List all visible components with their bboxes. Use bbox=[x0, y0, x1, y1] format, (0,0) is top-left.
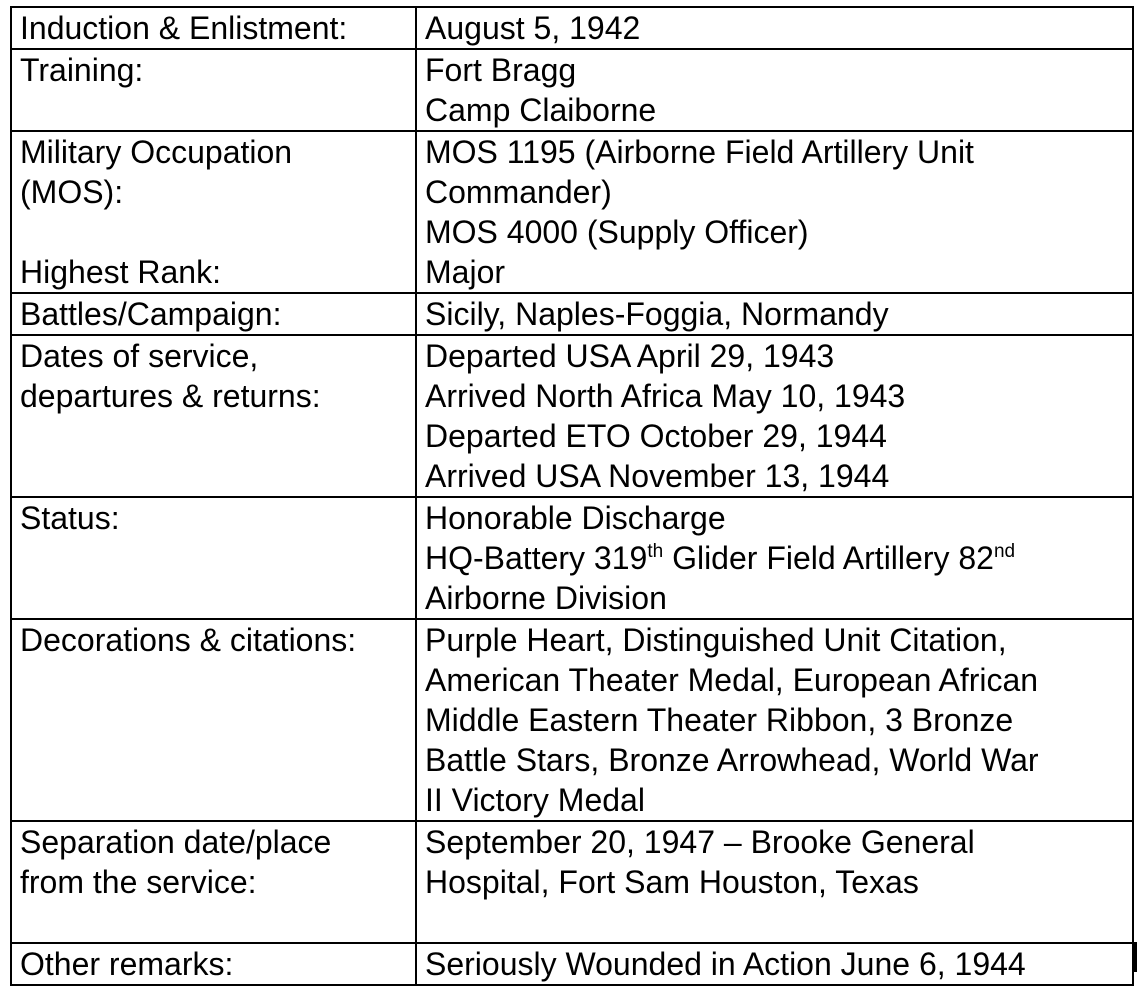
row-label-cell bbox=[11, 821, 416, 943]
row-label: (MOS): bbox=[20, 174, 124, 210]
row-label-cell bbox=[11, 49, 416, 131]
table-row bbox=[11, 131, 1133, 293]
row-value: Seriously Wounded in Action June 6, 1944 bbox=[425, 946, 1026, 982]
row-label-cell bbox=[11, 497, 416, 619]
row-label-cell bbox=[11, 943, 416, 985]
table-row bbox=[11, 7, 1133, 49]
row-value: Hospital, Fort Sam Houston, Texas bbox=[425, 864, 919, 900]
unit-line bbox=[425, 538, 1132, 578]
row-value: Sicily, Naples-Foggia, Normandy bbox=[425, 296, 889, 332]
row-label-cell bbox=[11, 7, 416, 49]
value-spacer bbox=[425, 902, 1132, 942]
row-value-cell bbox=[416, 821, 1133, 943]
table-row bbox=[11, 821, 1133, 943]
row-label-cell bbox=[11, 619, 416, 821]
row-label-cell bbox=[11, 335, 416, 497]
row-value-cell bbox=[416, 619, 1133, 821]
row-label: Training: bbox=[20, 52, 144, 88]
row-value: August 5, 1942 bbox=[425, 10, 641, 46]
row-value: Battle Stars, Bronze Arrowhead, World War bbox=[425, 742, 1039, 778]
row-value: MOS 1195 (Airborne Field Artillery Unit bbox=[425, 134, 974, 170]
row-value: Airborne Division bbox=[425, 580, 667, 616]
row-value: Major bbox=[425, 254, 506, 290]
row-value: Camp Claiborne bbox=[425, 92, 657, 128]
row-label: Other remarks: bbox=[20, 946, 234, 982]
row-label: Dates of service, bbox=[20, 338, 259, 374]
row-value: September 20, 1947 – Brooke General bbox=[425, 824, 975, 860]
row-value: Purple Heart, Distinguished Unit Citation, bbox=[425, 622, 1007, 658]
row-value-cell bbox=[416, 7, 1133, 49]
row-value: American Theater Medal, European African bbox=[425, 662, 1039, 698]
row-label: from the service: bbox=[20, 864, 257, 900]
unit-text-part: Glider Field Artillery 82 bbox=[663, 540, 994, 576]
table-row bbox=[11, 293, 1133, 335]
row-value: Commander) bbox=[425, 174, 612, 210]
row-value: Departed ETO October 29, 1944 bbox=[425, 418, 887, 454]
row-label: departures & returns: bbox=[20, 378, 321, 414]
table-row bbox=[11, 619, 1133, 821]
row-value: Arrived North Africa May 10, 1943 bbox=[425, 378, 906, 414]
unit-text-part: HQ-Battery 319 bbox=[425, 540, 648, 576]
row-value: II Victory Medal bbox=[425, 782, 645, 818]
row-label: Military Occupation bbox=[20, 134, 293, 170]
row-value: Honorable Discharge bbox=[425, 500, 726, 536]
row-label: Highest Rank: bbox=[20, 254, 221, 290]
text-cursor-mark bbox=[1134, 942, 1137, 972]
row-value: Arrived USA November 13, 1944 bbox=[425, 458, 890, 494]
table-row bbox=[11, 49, 1133, 131]
row-label-cell bbox=[11, 131, 416, 293]
row-label: Battles/Campaign: bbox=[20, 296, 282, 332]
row-value: MOS 4000 (Supply Officer) bbox=[425, 214, 809, 250]
row-value-cell bbox=[416, 943, 1133, 985]
row-label-cell bbox=[11, 293, 416, 335]
label-spacer bbox=[20, 212, 415, 252]
row-value: Middle Eastern Theater Ribbon, 3 Bronze bbox=[425, 702, 1014, 738]
table-row bbox=[11, 943, 1133, 985]
row-value-cell bbox=[416, 335, 1133, 497]
table-row bbox=[11, 497, 1133, 619]
row-label: Decorations & citations: bbox=[20, 622, 357, 658]
row-label: Separation date/place bbox=[20, 824, 332, 860]
row-value-cell bbox=[416, 497, 1133, 619]
service-record-table bbox=[10, 6, 1134, 986]
row-label: Status: bbox=[20, 500, 120, 536]
ordinal-suffix: th bbox=[647, 541, 664, 562]
row-label: Induction & Enlistment: bbox=[20, 10, 348, 46]
row-value-cell bbox=[416, 293, 1133, 335]
table-row bbox=[11, 335, 1133, 497]
row-value-cell bbox=[416, 131, 1133, 293]
row-value: Departed USA April 29, 1943 bbox=[425, 338, 835, 374]
ordinal-suffix: nd bbox=[993, 541, 1016, 562]
row-value: Fort Bragg bbox=[425, 52, 577, 88]
row-value-cell bbox=[416, 49, 1133, 131]
